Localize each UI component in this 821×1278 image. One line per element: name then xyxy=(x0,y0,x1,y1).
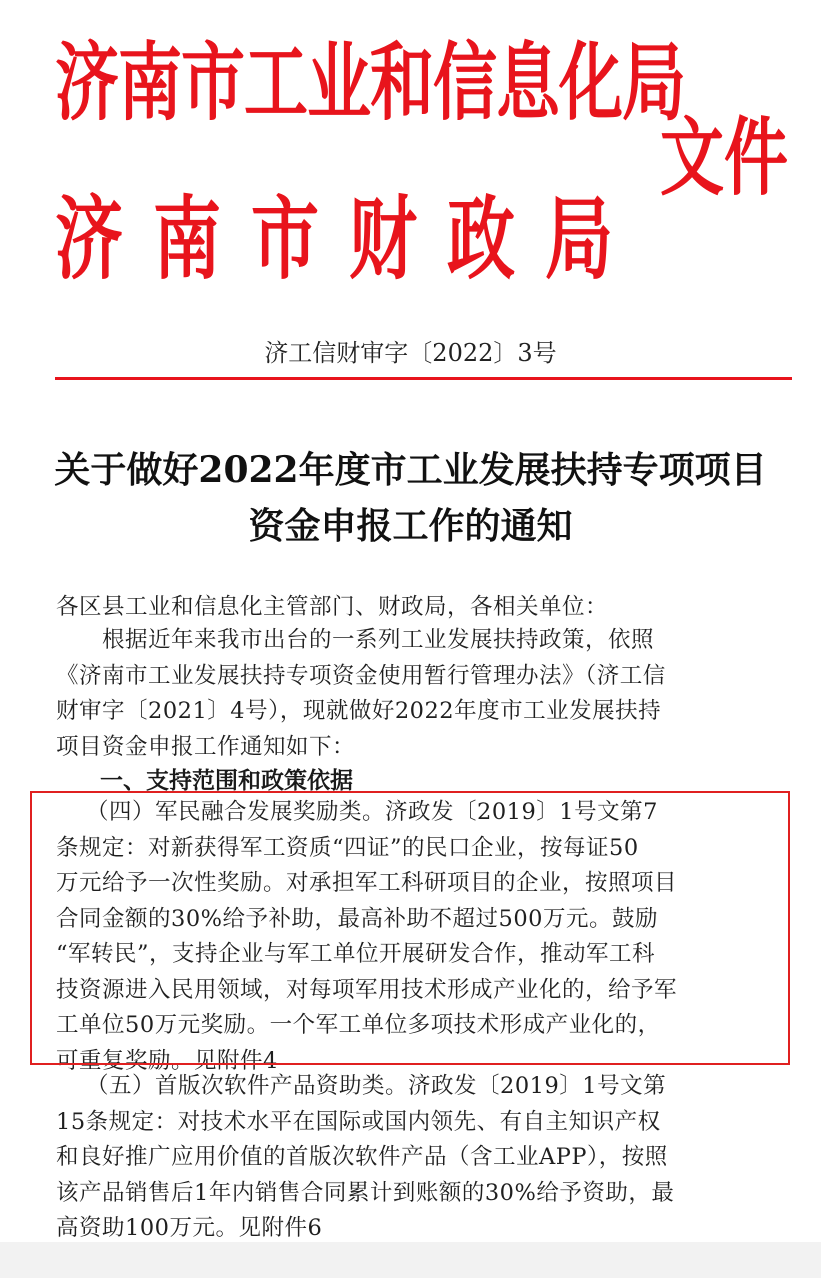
intro-line: 财审字〔2021〕4号），现就做好2022年度市工业发展扶持 xyxy=(56,698,662,724)
document-number: 济工信财审字〔2022〕3号 xyxy=(264,339,557,367)
title-line-2: 资金申报工作的通知 xyxy=(248,505,573,547)
title-line-1: 关于做好2022年度市工业发展扶持专项项目 xyxy=(54,449,767,491)
item-5-line: 和良好推广应用价值的首版次软件产品（含工业APP），按照 xyxy=(56,1144,668,1170)
item-5-line: 15条规定：对技术水平在国际或国内领先、有自主知识产权 xyxy=(56,1108,661,1135)
item-4-line: 万元给予一次性奖励。对承担军工科研项目的企业，按照项目 xyxy=(56,870,678,896)
item-4-line: 条规定：对新获得军工资质“四证”的民口企业，按每证50 xyxy=(56,834,639,861)
intro-line: 根据近年来我市出台的一系列工业发展扶持政策，依照 xyxy=(102,627,655,653)
section-heading: 一、支持范围和政策依据 xyxy=(100,768,353,794)
item-5-line: 高资助100万元。见附件6 xyxy=(56,1215,323,1241)
item-4-line: 工单位50万元奖励。一个军工单位多项技术形成产业化的， xyxy=(56,1012,661,1038)
red-divider xyxy=(55,377,792,380)
item-4-line: 合同金额的30%给予补助，最高补助不超过500万元。鼓励 xyxy=(56,905,658,932)
salutation-text: 各区县工业和信息化主管部门、财政局，各相关单位： xyxy=(56,594,609,620)
item-5-line: （五）首版次软件产品资助类。济政发〔2019〕1号文第 xyxy=(86,1073,667,1099)
item-4-line: 技资源进入民用领域，对每项军用技术形成产业化的，给予军 xyxy=(56,976,678,1003)
item-5-paragraph xyxy=(56,1069,776,1247)
highlight-box xyxy=(30,791,790,1065)
issuer-line-1: 济南市工业和信息化局 xyxy=(55,34,685,134)
intro-line: 《济南市工业发展扶持专项资金使用暂行管理办法》（济工信 xyxy=(56,662,666,689)
item-4-line: （四）军民融合发展奖励类。济政发〔2019〕1号文第7 xyxy=(86,799,658,825)
item-4-line: “军转民”，支持企业与军工单位开展研发合作，推动军工科 xyxy=(56,941,656,967)
intro-line: 项目资金申报工作通知如下： xyxy=(56,733,356,760)
document-title xyxy=(0,442,821,554)
item-4-line: 可重复奖励。见附件4 xyxy=(56,1047,278,1074)
salutation xyxy=(56,590,776,626)
document-word: 文件 xyxy=(660,109,788,209)
item-5-line: 该产品销售后1年内销售合同累计到账额的30%给予资助，最 xyxy=(56,1179,675,1206)
page-bottom-band xyxy=(0,1242,821,1278)
issuer-line-2: 济南市财政局 xyxy=(55,187,644,293)
intro-paragraph xyxy=(56,623,776,765)
